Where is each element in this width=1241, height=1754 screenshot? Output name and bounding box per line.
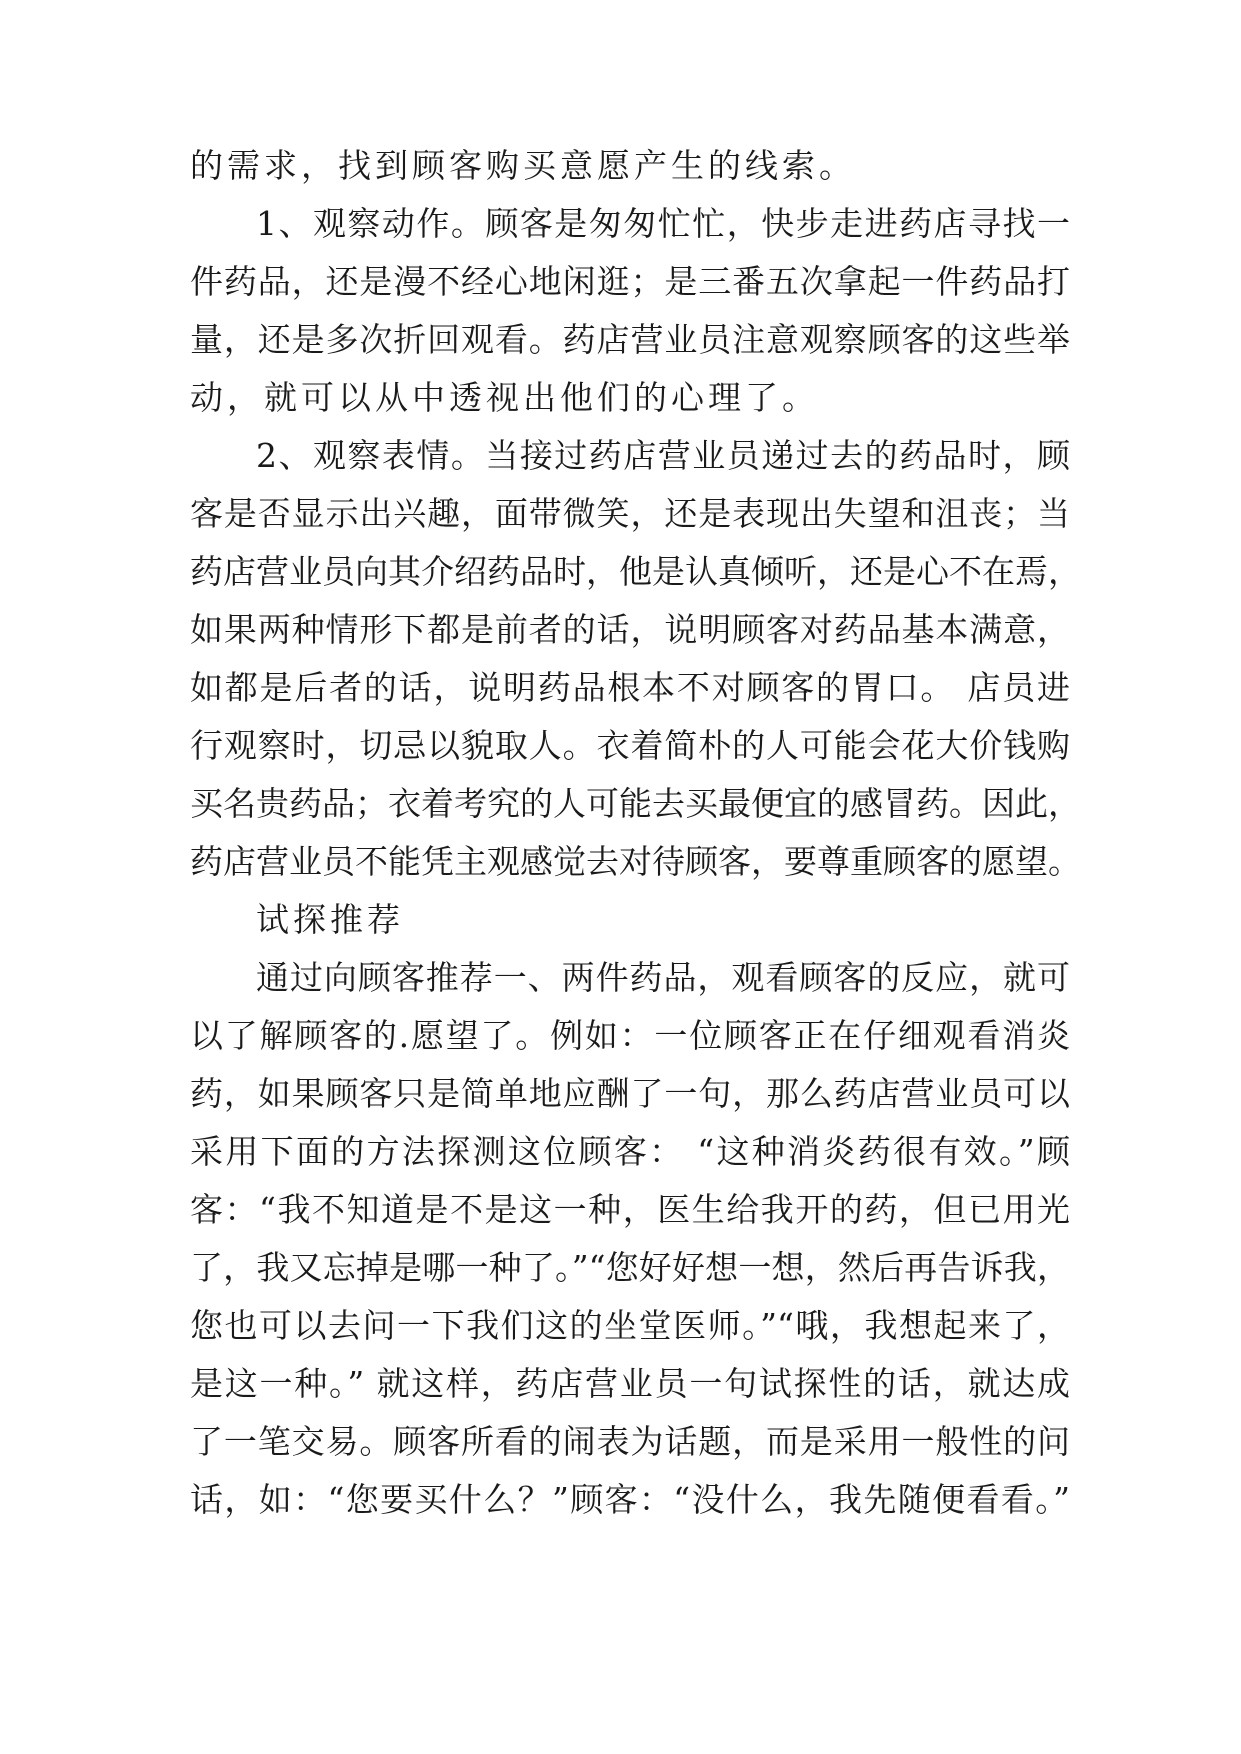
text-line: 药，如果顾客只是简单地应酬了一句，那么药店营业员可以 [190, 1074, 1070, 1113]
text-line: 行观察时，切忌以貌取人。衣着简朴的人可能会花大价钱购 [190, 726, 1070, 765]
text-line: 药店营业员向其介绍药品时，他是认真倾听，还是心不在焉， [190, 552, 1081, 591]
text-line: 话，如：“您要买什么？”顾客：“没什么，我先随便看看。” [190, 1480, 1070, 1519]
text-line: 如果两种情形下都是前者的话，说明顾客对药品基本满意， [190, 610, 1070, 649]
text-line: 量，还是多次折回观看。药店营业员注意观察顾客的这些举 [190, 320, 1070, 359]
text-line: 采用下面的方法探测这位顾客： “这种消炎药很有效。”顾 [190, 1132, 1070, 1171]
text-line: 2、观察表情。当接过药店营业员递过去的药品时，顾 [256, 436, 1070, 475]
text-line: 了，我又忘掉是哪一种了。”“您好好想一想，然后再告诉我， [190, 1248, 1070, 1287]
text-line: 了一笔交易。顾客所看的闹表为话题，而是采用一般性的问 [190, 1422, 1070, 1461]
text-line: 通过向顾客推荐一、两件药品，观看顾客的反应，就可 [256, 958, 1070, 997]
text-line: 是这一种。” 就这样，药店营业员一句试探性的话，就达成 [190, 1364, 1070, 1403]
section-heading: 试探推荐 [256, 900, 404, 939]
text-line: 客是否显示出兴趣，面带微笑，还是表现出失望和沮丧；当 [190, 494, 1070, 533]
text-line: 件药品，还是漫不经心地闲逛；是三番五次拿起一件药品打 [190, 262, 1070, 301]
text-line: 的需求，找到顾客购买意愿产生的线索。 [190, 146, 856, 185]
text-line: 以了解顾客的.愿望了。例如：一位顾客正在仔细观看消炎 [190, 1016, 1070, 1055]
text-line: 1、观察动作。顾客是匆匆忙忙，快步走进药店寻找一 [256, 204, 1070, 243]
text-line: 如都是后者的话，说明药品根本不对顾客的胃口。 店员进 [190, 668, 1070, 707]
text-line: 客：“我不知道是不是这一种，医生给我开的药，但已用光 [190, 1190, 1070, 1229]
text-line: 买名贵药品；衣着考究的人可能去买最便宜的感冒药。因此， [190, 784, 1081, 823]
text-line: 药店营业员不能凭主观感觉去对待顾客，要尊重顾客的愿望。 [190, 842, 1081, 881]
text-line: 您也可以去问一下我们这的坐堂医师。”“哦，我想起来了， [190, 1306, 1070, 1345]
text-line: 动，就可以从中透视出他们的心理了。 [190, 378, 819, 417]
